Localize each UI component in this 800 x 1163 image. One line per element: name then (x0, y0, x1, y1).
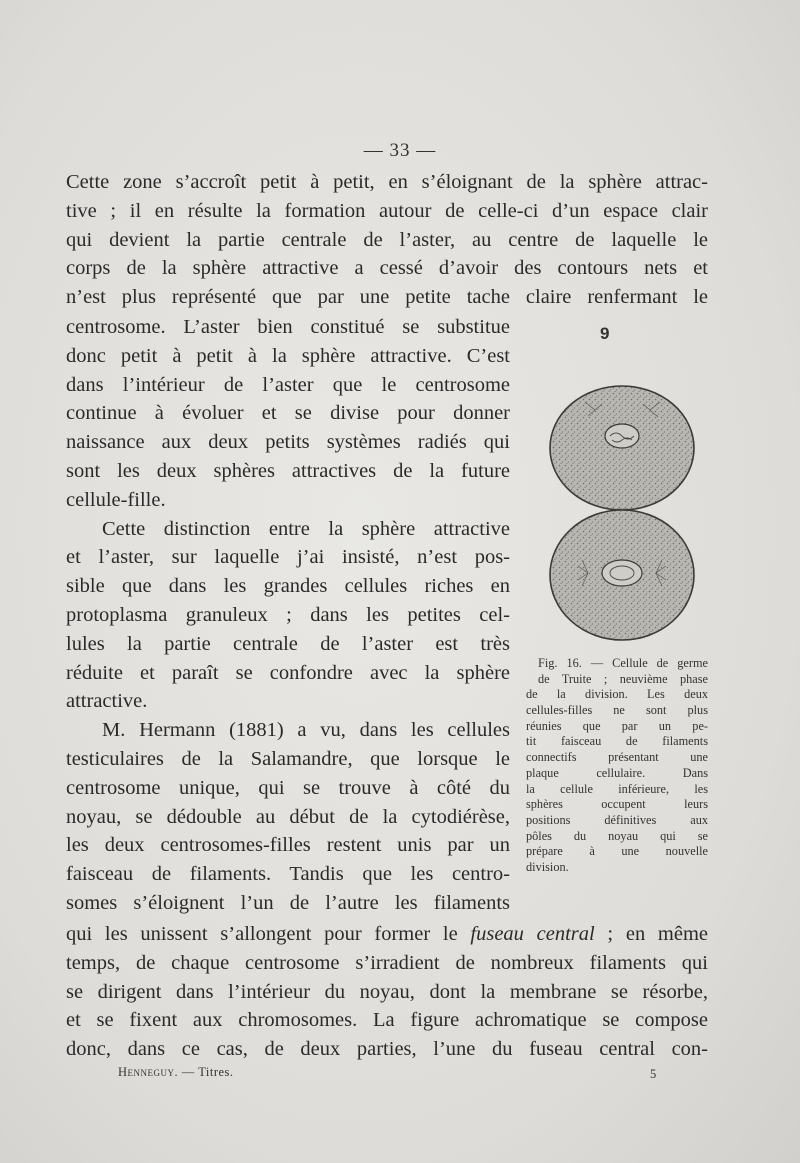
signature-mark: 5 (650, 1067, 657, 1081)
caption-line: connectifs présentant une (526, 750, 708, 765)
caption-line: tit faisceau de filaments (526, 734, 708, 749)
text-line: se dirigent dans l’intérieur du noyau, dont la membrane se résorbe, (66, 980, 708, 1003)
text-line: réduite et paraît se confondre avec la sphère (66, 661, 510, 684)
lower-cell (550, 510, 694, 640)
text-line: corps de la sphère attractive a cessé d’avoir des contours nets et (66, 257, 708, 280)
caption-line: Fig. 16. — Cellule de germe (538, 656, 708, 670)
text-line: donc petit à petit à la sphère attractive. C’est (66, 344, 510, 367)
paragraph-top (66, 168, 708, 312)
caption-line: pôles du noyau qui se (526, 828, 708, 843)
text-line: M. Hermann (1881) a vu, dans les cellules (102, 719, 510, 742)
caption-line: sphères occupent leurs (526, 797, 708, 812)
text-line: et l’aster, sur laquelle j’ai insisté, n’est pos- (66, 546, 510, 569)
italic-term: fuseau central (470, 923, 595, 945)
text-line: naissance aux deux petits systèmes radiés qui (66, 431, 510, 454)
figure-number: 9 (600, 324, 610, 343)
footer-dash: — (178, 1065, 199, 1079)
caption-line: de la division. Les deux (526, 687, 708, 702)
text-line: noyau, se dédouble au début de la cytodiérèse, (66, 805, 510, 828)
footer-title: Titres. (198, 1065, 234, 1079)
text-line: cellule-fille. (66, 488, 166, 511)
text-line: et se fixent aux chromosomes. La figure achromatique se compose (66, 1009, 708, 1032)
text-line: dans l’intérieur de l’aster que le centrosome (66, 373, 510, 396)
text-segment: ; en même (594, 923, 708, 945)
text-line: qui devient la partie centrale de l’aster, au centre de laquelle le (66, 228, 708, 251)
figure-illustration (540, 380, 705, 645)
paragraph-left-column (66, 313, 510, 918)
caption-line: plaque cellulaire. Dans (526, 765, 708, 780)
text-line: Cette zone s’accroît petit à petit, en s’éloignant de la sphère attrac- (66, 171, 708, 193)
text-line: attractive. (66, 690, 148, 713)
text-line: testiculaires de la Salamandre, que lorsque le (66, 747, 510, 770)
caption-line: la cellule inférieure, les (526, 781, 708, 796)
text-line: donc, dans ce cas, de deux parties, l’une du fuseau central con- (66, 1038, 708, 1061)
lower-nucleus (602, 560, 642, 586)
text-line (66, 920, 708, 949)
caption-line: positions définitives aux (526, 812, 708, 827)
caption-line: cellules-filles ne sont plus (526, 703, 708, 718)
text-line: Cette distinction entre la sphère attractive (102, 517, 510, 540)
figure-caption (526, 656, 708, 876)
text-segment: qui les unissent s’allongent pour former le (66, 923, 471, 945)
text-line: centrosome unique, qui se trouve à côté du (66, 776, 510, 799)
footer-author: Henneguy. (118, 1065, 179, 1079)
text-line: continue à évoluer et se divise pour donner (66, 402, 510, 425)
caption-line: division. (526, 859, 569, 874)
text-line: temps, de chaque centrosome s’irradient de nombreux filaments qui (66, 951, 708, 974)
text-line: tive ; il en résulte la formation autour de celle-ci d’un espace clair (66, 199, 708, 222)
page-number: — 33 — (363, 140, 437, 161)
paragraph-bottom (66, 920, 708, 1064)
text-line: faisceau de filaments. Tandis que les centro- (66, 863, 510, 886)
text-line: centrosome. L’aster bien constitué se substitue (66, 316, 510, 338)
caption-line: prépare à une nouvelle (526, 844, 708, 859)
caption-line: réunies que par un pe- (526, 718, 708, 733)
text-line: protoplasma granuleux ; dans les petites cel- (66, 603, 510, 626)
text-line: sible que dans les grandes cellules riches en (66, 575, 510, 598)
text-line: somes s’éloignent l’un de l’autre les filaments (66, 891, 510, 914)
upper-cell (550, 386, 694, 510)
text-line: lules la partie centrale de l’aster est très (66, 632, 510, 655)
text-line: n’est plus représenté que par une petite tache claire renfermant le (66, 286, 708, 309)
text-line: les deux centrosomes-filles restent unis par un (66, 834, 510, 857)
caption-line: de Truite ; neuvième phase (538, 671, 708, 686)
text-line: sont les deux sphères attractives de la future (66, 459, 510, 482)
running-footer (118, 1065, 234, 1080)
